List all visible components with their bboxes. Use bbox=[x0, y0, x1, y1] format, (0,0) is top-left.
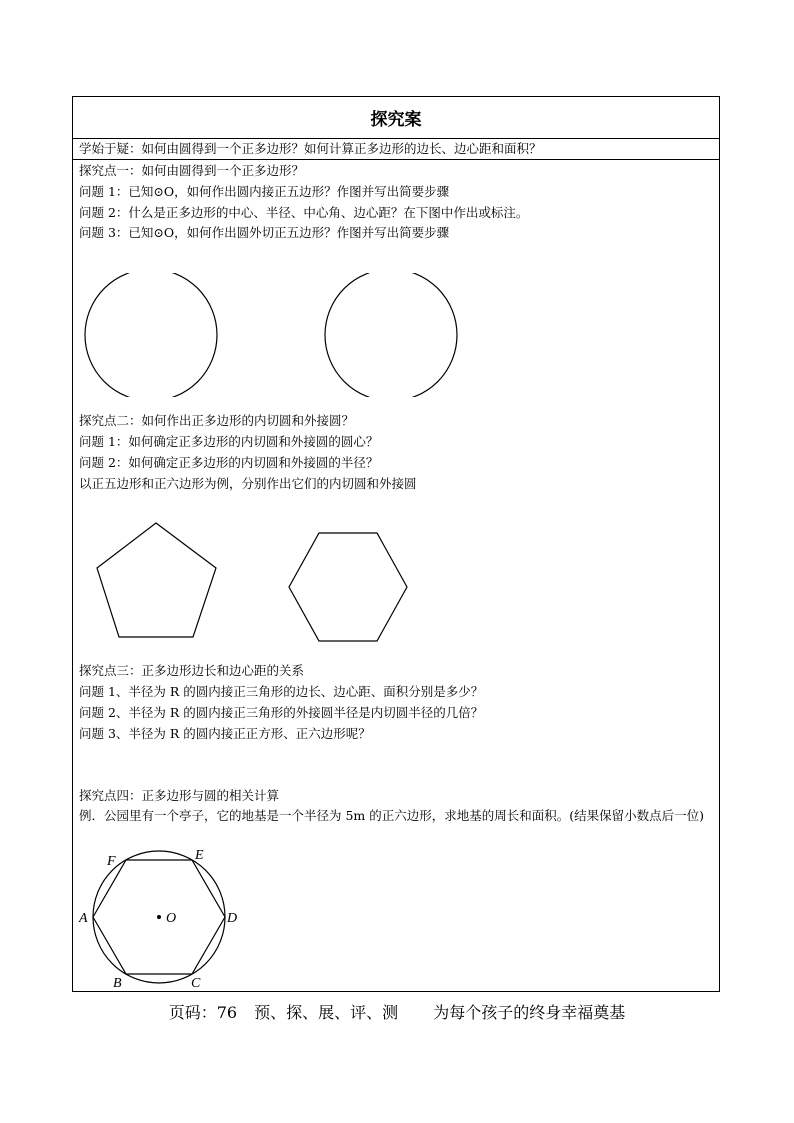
section3-question-3: 问题 3、半径为 R 的圆内接正正方形、正六边形呢？ bbox=[79, 726, 371, 741]
page-title: 探究案 bbox=[73, 97, 719, 139]
page-number: 页码：76 bbox=[168, 1003, 238, 1022]
page-footer bbox=[0, 1001, 794, 1025]
learning-steps: 预、探、展、评、测 bbox=[254, 1003, 399, 1022]
section4-heading: 探究点四：正多边形与圆的相关计算 bbox=[79, 788, 280, 803]
inscribed-hexagon-diagram bbox=[77, 849, 247, 991]
label-o: O bbox=[166, 911, 177, 926]
section2-note: 以正五边形和正六边形为例，分别作出它们的内切圆和外接圆 bbox=[79, 476, 417, 491]
study-sheet bbox=[72, 96, 720, 992]
hexagon-figure bbox=[285, 529, 411, 649]
section1-question-1: 问题 1：已知⊙O，如何作出圆内接正五边形？作图并写出简要步骤 bbox=[79, 184, 450, 199]
label-c: C bbox=[191, 976, 201, 991]
circle-figure-left bbox=[83, 273, 233, 397]
label-b: B bbox=[113, 976, 122, 991]
label-e: E bbox=[195, 849, 204, 863]
section4-example: 例．公园里有一个亭子，它的地基是一个半径为 5m 的正六边形，求地基的周长和面积。(结果保留小数点后一位) bbox=[79, 808, 705, 823]
section1-heading: 探究点一：如何由圆得到一个正多边形？ bbox=[79, 163, 305, 178]
school-motto: 为每个孩子的终身幸福奠基 bbox=[433, 1003, 626, 1022]
intro-question: 学始于疑：如何由圆得到一个正多边形？如何计算正多边形的边长、边心距和面积？ bbox=[73, 139, 719, 160]
section3-heading: 探究点三：正多边形边长和边心距的关系 bbox=[79, 663, 305, 678]
pentagon-figure bbox=[93, 519, 223, 641]
label-a: A bbox=[79, 911, 88, 926]
section2-question-1: 问题 1：如何确定正多边形的内切圆和外接圆的圆心？ bbox=[79, 434, 379, 449]
section3-question-2: 问题 2、半径为 R 的圆内接正三角形的外接圆半径是内切圆半径的几倍？ bbox=[79, 705, 484, 720]
circle-figure-right bbox=[323, 273, 473, 397]
center-point bbox=[157, 915, 161, 919]
label-d: D bbox=[227, 911, 238, 926]
section3-question-1: 问题 1、半径为 R 的圆内接正三角形的边长、边心距、面积分别是多少？ bbox=[79, 684, 484, 699]
label-f: F bbox=[107, 854, 116, 869]
section1-question-2: 问题 2：什么是正多边形的中心、半径、中心角、边心距？在下图中作出或标注。 bbox=[79, 205, 529, 220]
section1-question-3: 问题 3：已知⊙O，如何作出圆外切正五边形？作图并写出简要步骤 bbox=[79, 225, 450, 240]
section2-heading: 探究点二：如何作出正多边形的内切圆和外接圆？ bbox=[79, 413, 355, 428]
section2-question-2: 问题 2：如何确定正多边形的内切圆和外接圆的半径？ bbox=[79, 455, 379, 470]
